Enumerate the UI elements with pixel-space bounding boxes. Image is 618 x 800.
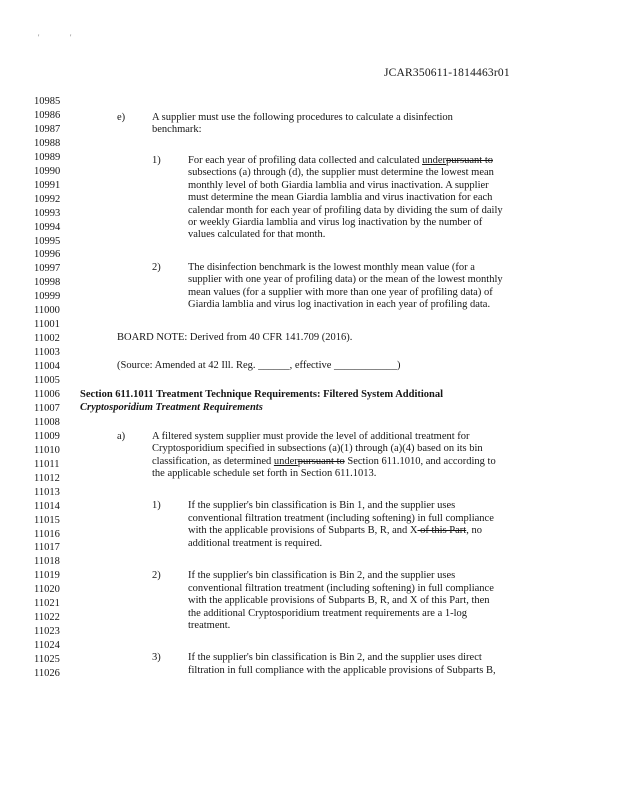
para-a-label: a) — [117, 431, 126, 442]
para-e-line: A supplier must use the following procedures to calculate a disinfection — [152, 112, 453, 123]
corner-mark: ' — [38, 33, 40, 42]
para-a3-line: filtration in full compliance with the applicable provisions of Subparts B, — [188, 665, 496, 676]
line-number: 10994 — [34, 221, 61, 233]
section-heading: Section 611.1011 Treatment Technique Requirements: Filtered System Additional — [80, 389, 444, 400]
line-number: 11026 — [34, 667, 60, 679]
para-a-line: A filtered system supplier must provide the level of additional treatment for — [152, 431, 470, 442]
para-e-line: benchmark: — [152, 124, 202, 135]
line-number: 10993 — [34, 207, 61, 219]
para-e1-line: calendar month for each year of profiling data by dividing the sum of daily — [188, 205, 503, 216]
para-a1-label: 1) — [152, 500, 161, 511]
line-number: 11004 — [34, 361, 60, 373]
para-a2-line: treatment. — [188, 620, 231, 631]
para-a2-line: If the supplier's bin classification is Bin 2, and the supplier uses — [188, 570, 456, 581]
line-number: 11007 — [34, 402, 60, 414]
para-e2-line: mean values (for a supplier with more than one year of profiling data) of — [188, 287, 493, 298]
line-number: 10998 — [34, 277, 61, 289]
line-number: 11020 — [34, 584, 60, 596]
line-number: 11024 — [34, 640, 60, 651]
line-number: 10989 — [34, 151, 61, 163]
line-number: 11017 — [34, 542, 60, 554]
para-e1-line: must determine the mean Giardia lamblia and virus inactivation for each — [188, 192, 493, 203]
section-heading: Cryptosporidium Treatment Requirements — [80, 402, 263, 413]
deleted-text: pursuant to — [297, 456, 345, 467]
line-number: 10999 — [34, 291, 61, 303]
para-a3-label: 3) — [152, 652, 161, 663]
line-number: 11006 — [34, 388, 60, 400]
para-e1-line: monthly level of both Giardia lamblia and virus inactivation. A supplier — [188, 180, 489, 191]
para-e2-line: supplier with one year of profiling data) or the mean of the lowest monthly — [188, 274, 503, 285]
line-number: 11014 — [34, 500, 60, 512]
line-number: 11013 — [34, 486, 60, 498]
line-number: 11022 — [34, 612, 60, 624]
line-number: 11019 — [34, 570, 60, 582]
para-e2-line: The disinfection benchmark is the lowest monthly mean value (for a — [188, 262, 475, 273]
line-number: 11010 — [34, 444, 60, 456]
para-e-label: e) — [117, 112, 126, 123]
board-note: BOARD NOTE: Derived from 40 CFR 141.709 (2016). — [117, 332, 353, 343]
inserted-text: under — [273, 456, 298, 467]
para-e1-line: For each year of profiling data collected and calculated underpursuant to — [188, 155, 493, 166]
corner-mark: ' — [70, 33, 72, 42]
line-number: 11001 — [34, 319, 60, 331]
line-number: 11011 — [34, 458, 60, 470]
para-a1-line: additional treatment is required. — [188, 538, 323, 549]
para-a2-line: conventional filtration treatment (including softening) in full compliance — [188, 583, 494, 594]
source-note: (Source: Amended at 42 Ill. Reg. ______, effective ____________) — [117, 360, 401, 371]
para-a2-label: 2) — [152, 570, 161, 581]
line-number: 10992 — [34, 193, 61, 205]
line-number: 10986 — [34, 110, 61, 121]
document-id: JCAR350611-1814463r01 — [384, 67, 510, 79]
line-number: 11002 — [34, 333, 60, 345]
para-e2-line: Giardia lamblia and virus log inactivation in each year of profiling data. — [188, 299, 491, 310]
line-number: 11018 — [34, 556, 60, 568]
line-number: 11023 — [34, 626, 60, 638]
line-number: 11016 — [34, 528, 60, 540]
para-e1-line: values calculated for that month. — [188, 229, 326, 240]
para-e1-line: or weekly Giardia lamblia and virus log inactivation by the number of — [188, 217, 483, 228]
para-e1-label: 1) — [152, 155, 161, 166]
para-a3-line: If the supplier's bin classification is Bin 2, and the supplier uses direct — [188, 652, 482, 663]
line-number: 10991 — [34, 179, 61, 191]
para-a1-line: If the supplier's bin classification is Bin 1, and the supplier uses — [188, 500, 456, 511]
line-number: 10988 — [34, 137, 61, 149]
para-a2-line: with the applicable provisions of Subparts B, R, and X of this Part, then — [188, 595, 490, 606]
para-a-line: the applicable schedule set forth in Section 611.1013. — [152, 468, 377, 479]
line-number: 11005 — [34, 375, 60, 386]
line-number: 10996 — [34, 249, 61, 261]
line-number: 10987 — [34, 123, 61, 135]
line-number: 10990 — [34, 165, 61, 177]
inserted-text: under — [422, 155, 447, 166]
line-number: 11000 — [34, 305, 60, 317]
line-number: 11008 — [34, 416, 60, 428]
line-number: 11015 — [34, 514, 60, 526]
para-a1-line: conventional filtration treatment (including softening) in full compliance — [188, 513, 494, 524]
line-number: 11012 — [34, 472, 60, 484]
para-a-line: Cryptosporidium specified in subsections (a)(1) through (a)(4) based on its bin — [152, 443, 483, 454]
para-a1-line: with the applicable provisions of Subparts B, R, and X of this Part, no — [188, 525, 482, 536]
line-number: 11025 — [34, 654, 60, 665]
line-number: 10995 — [34, 235, 61, 247]
para-a-line: classification, as determined underpursuant to Section 611.1010, and according to — [152, 456, 496, 467]
line-number: 10997 — [34, 263, 61, 275]
deleted-text: pursuant to — [446, 155, 493, 166]
para-e2-label: 2) — [152, 262, 161, 273]
para-e1-line: subsections (a) through (d), the supplier must determine the lowest mean — [188, 167, 494, 178]
deleted-text: of this Part — [417, 525, 467, 536]
para-a2-line: the additional Cryptosporidium treatment requirements are a 1-log — [188, 608, 468, 619]
line-number: 11003 — [34, 347, 60, 359]
line-number: 10985 — [34, 96, 61, 107]
line-number: 11021 — [34, 598, 60, 610]
line-number: 11009 — [34, 430, 60, 442]
